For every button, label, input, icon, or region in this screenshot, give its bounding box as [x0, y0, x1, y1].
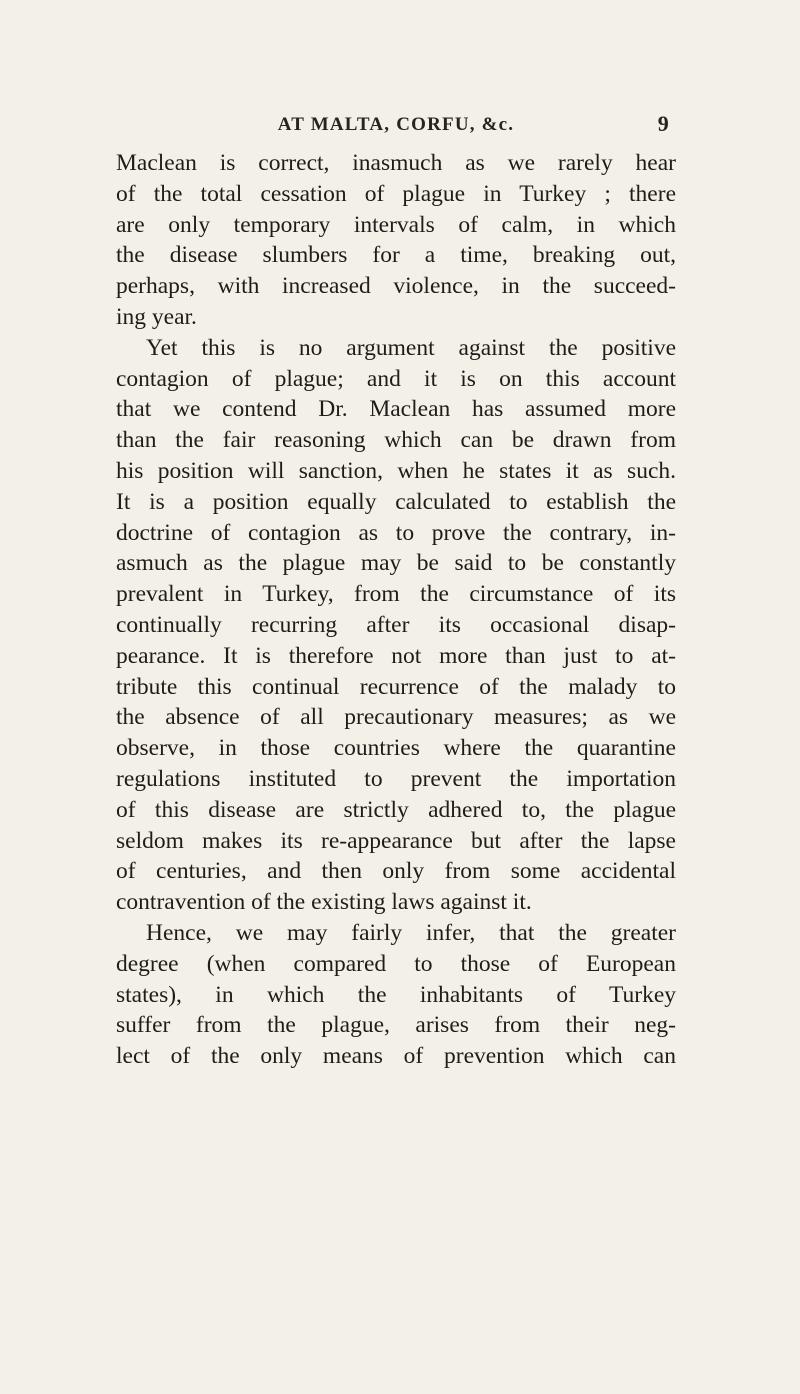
text-line: states), in which the inhabitants of Turkey — [116, 981, 676, 1008]
running-head-title: AT MALTA, CORFU, &c. — [277, 114, 515, 135]
text-line: his position will sanction, when he states it as such. — [116, 457, 676, 484]
text-line: It is a position equally calculated to establish the — [116, 488, 676, 515]
body-text — [116, 148, 676, 1072]
text-line: that we contend Dr. Maclean has assumed more — [116, 396, 676, 423]
text-line: continually recurring after its occasional disap- — [116, 611, 676, 638]
text-line: the disease slumbers for a time, breaking out, — [116, 242, 676, 269]
text-line: of this disease are strictly adhered to, the plague — [116, 796, 676, 823]
text-line: ing year. — [116, 303, 197, 330]
text-line: of the total cessation of plague in Turkey ; there — [116, 180, 676, 207]
text-line: degree (when compared to those of European — [116, 950, 676, 977]
text-line: Hence, we may fairly infer, that the greater — [146, 919, 676, 946]
text-line: Maclean is correct, inasmuch as we rarely hear — [116, 150, 676, 176]
text-line: pearance. It is therefore not more than just to at- — [116, 642, 676, 669]
text-line: seldom makes its re-appearance but after the lapse — [116, 827, 676, 854]
text-line: regulations instituted to prevent the importation — [116, 765, 676, 792]
text-line: prevalent in Turkey, from the circumstance of its — [116, 581, 676, 608]
text-line: are only temporary intervals of calm, in which — [116, 211, 676, 238]
text-line: doctrine of contagion as to prove the contrary, in- — [116, 519, 676, 546]
text-line: contravention of the existing laws against it. — [116, 889, 532, 916]
text-line: contagion of plague; and it is on this account — [116, 365, 676, 392]
text-line: tribute this continual recurrence of the malady to — [116, 673, 676, 700]
text-line: perhaps, with increased violence, in the succeed- — [116, 273, 676, 300]
text-line: the absence of all precautionary measures; as we — [116, 704, 676, 731]
running-head — [122, 111, 670, 144]
text-line: of centuries, and then only from some accidental — [116, 858, 676, 885]
text-line: asmuch as the plague may be said to be constantly — [116, 550, 676, 577]
text-line: suffer from the plague, arises from their neg- — [116, 1012, 676, 1039]
text-line: than the fair reasoning which can be drawn from — [116, 427, 676, 454]
text-line: observe, in those countries where the quarantine — [116, 735, 676, 762]
page-number: 9 — [657, 111, 670, 136]
text-line: Yet this is no argument against the positive — [146, 334, 676, 361]
text-line: lect of the only means of prevention which can — [116, 1043, 676, 1070]
